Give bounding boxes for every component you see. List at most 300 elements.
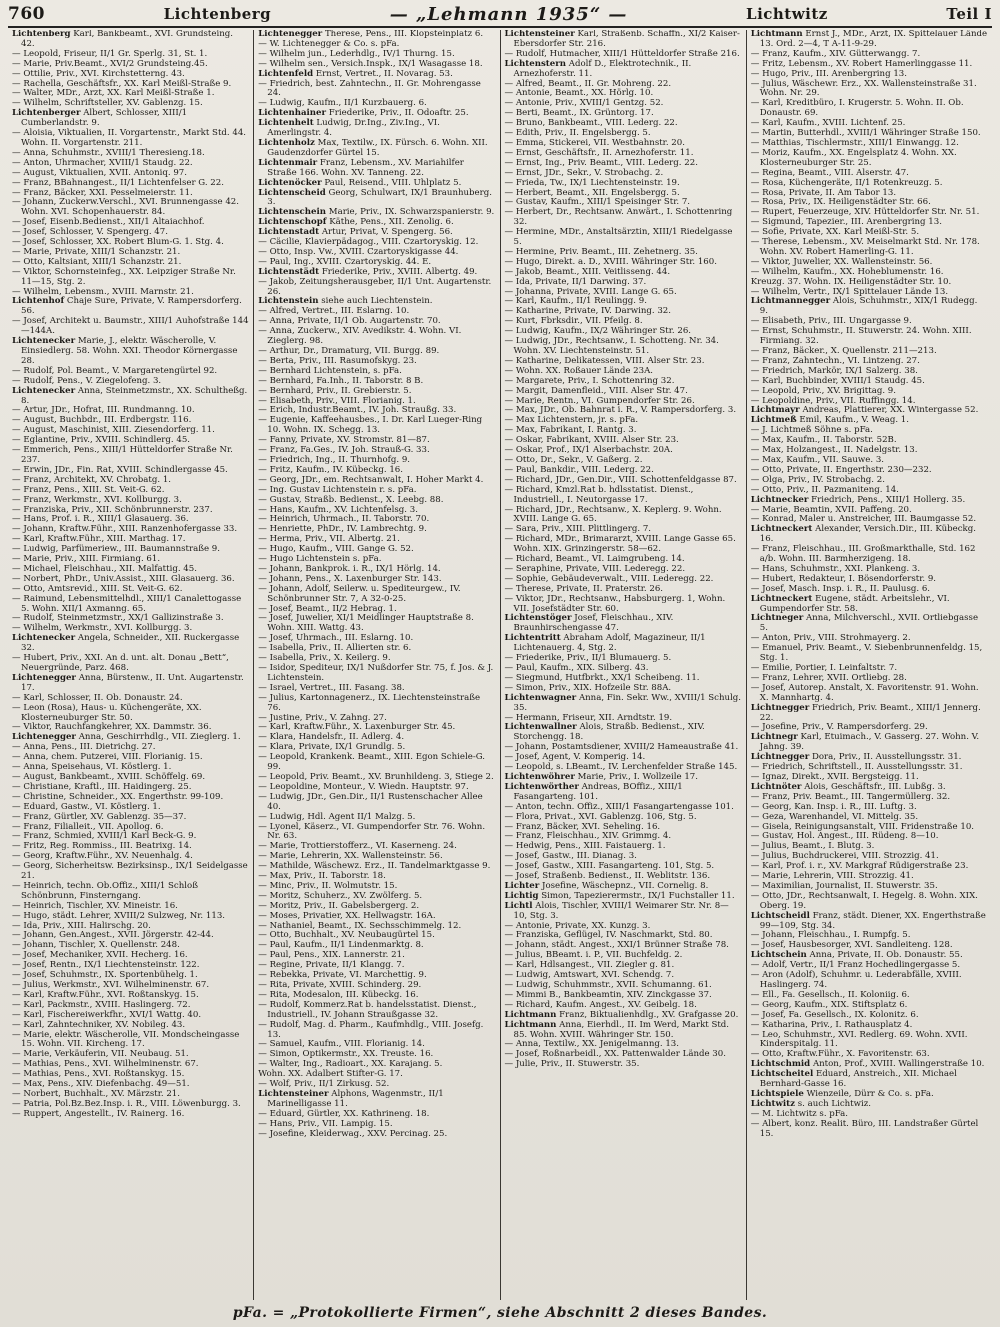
entry-text: Franz, städt. Diener, XX. Engerthstraße 99—109, Stg. 34. bbox=[759, 910, 986, 931]
entry-text: — Otto, Priv., II. Pazmaniteng. 14. bbox=[750, 484, 899, 495]
directory-entry bbox=[751, 595, 988, 615]
entry-text: — Wolf, Priv., II/1 Zirkusg. 52. bbox=[258, 1079, 390, 1090]
entry-text: — Adolf, Vertr., II/1 Franz Hochedlingergasse 5. bbox=[750, 960, 961, 971]
entry-text: — Emmerich, Pens., XIII/1 Hütteldorfer Straße Nr. 237. bbox=[12, 445, 233, 465]
entry-text: — Otto, JDr., Rechtsanwalt, I. Hegelg. 8. Wohn. XIX. Oberg. 19. bbox=[750, 890, 978, 911]
entry-text: — Samuel, Kaufm., VIII. Florianig. 14. bbox=[258, 1039, 425, 1050]
entry-text: — Max, Kaufm., II. Taborstr. 52B. bbox=[750, 435, 897, 446]
directory-entry bbox=[751, 327, 988, 347]
entry-text: — Wilhelm, Lebensm., XVIII. Marnstr. 21. bbox=[12, 286, 194, 297]
entry-text: — Simon, Optikermstr., XX. Treuste. 16. bbox=[258, 1049, 434, 1060]
entry-surname: Lichtenhelt bbox=[258, 118, 314, 129]
entry-text: — Leopoldine, Priv., VII. Ruffingg. 14. bbox=[750, 395, 916, 406]
directory-entry bbox=[12, 704, 249, 724]
column-3 bbox=[501, 30, 747, 1300]
directory-entry bbox=[751, 614, 988, 634]
entry-text: — J. Lichtmeß Söhne s. pFa. bbox=[750, 425, 873, 436]
entry-surname: Lichtnegr bbox=[750, 732, 798, 743]
entry-text: Friederike, Priv., II. Odoaftr. 25. bbox=[328, 108, 469, 119]
entry-text: — Marie, Private, XIII/1 Schanzstr. 21. bbox=[12, 246, 181, 257]
entry-text: — Otto, Dr., Sekr., V. Gaßerg. 2. bbox=[504, 454, 643, 465]
entry-text: — Berta, Priv., III. Rasumofskyg. 23. bbox=[258, 355, 417, 366]
entry-surname: Lichtnegger bbox=[750, 752, 810, 763]
entry-text: — Josefine, Priv., V. Rampersdorferg. 29. bbox=[750, 722, 928, 733]
entry-text: — Ernst, JDr., Sekr., V. Strobachg. 2. bbox=[504, 167, 664, 178]
entry-text: — Franz, Pens., XIII. St. Veit-G. 62. bbox=[12, 484, 165, 495]
entry-text: — Rudolf, Hutmacher, XIII/1 Hütteldorfer Straße 216. bbox=[504, 48, 740, 59]
entry-text: — Ludwig, Kaufm., II/1 Kurzbauerg. 6. bbox=[258, 98, 427, 109]
entry-text: — Ludwig, Amtswart, XVI. Schendg. 7. bbox=[504, 970, 675, 981]
directory-entry bbox=[12, 268, 249, 288]
entry-text: — Hubert, Redakteur, I. Bösendorferstr. 9. bbox=[750, 573, 937, 584]
entry-surname: Lichtenöcker bbox=[258, 177, 322, 188]
entry-text: — Justine, Priv., V. Zahng. 27. bbox=[258, 712, 387, 723]
entry-text: Karl, Etuimach., V. Gasserg. 27. Wohn. V. Jahng. 39. bbox=[759, 732, 980, 753]
directory-entry bbox=[12, 674, 249, 694]
entry-text: Georg, Schulwart, IX/1 Braunhuberg. 3. bbox=[267, 187, 492, 208]
entry-text: — Georg, Kaufm., XIX. Stiftsplatz 6. bbox=[750, 999, 908, 1010]
entry-text: — Flora, Privat., XVI. Gablenzg. 106, Stg. 5. bbox=[504, 811, 697, 822]
entry-text: — Anna, Pens., III. Dietrichg. 27. bbox=[12, 742, 156, 753]
entry-surname: Lichtenfeld bbox=[258, 68, 314, 79]
entry-surname: Lichtenwöhrer bbox=[504, 771, 575, 782]
entry-text: — Friedrich, best. Zahntechn., II. Gr. Mohrengasse 24. bbox=[258, 78, 481, 99]
directory-entry bbox=[258, 823, 495, 843]
entry-text: — Karl, Kreditbüro, I. Krugerstr. 5. Wohn. II. Ob. Donaustr. 69. bbox=[750, 98, 964, 119]
entry-text: — Hedwig, Pens., XIII. Faistauerg. 1. bbox=[504, 841, 666, 852]
directory-entry bbox=[505, 535, 742, 555]
entry-text: — Franz, Bäcker, XXI. Pesselmeierstr. 11. bbox=[12, 187, 193, 198]
directory-entry bbox=[751, 1031, 988, 1051]
entry-surname: Lichtensteiner bbox=[258, 1088, 329, 1099]
entry-text: — Ottilie, Priv., XVI. Kirchstetterng. 43. bbox=[12, 68, 185, 79]
entry-text: — Hermine, MDr., Anstaltsärztin, XIII/1 Riedelgasse 5. bbox=[504, 227, 733, 248]
directory-entry bbox=[258, 753, 495, 773]
entry-text: Franz, Lebensm., XV. Mariahilfer Straße 166. Wohn. XV. Tanneng. 22. bbox=[267, 157, 464, 178]
entry-text: — Jakob, Beamt., XIII. Veitlisseng. 44. bbox=[504, 266, 671, 277]
entry-text: — Marie, Lehrerin, VIII. Strozzig. 41. bbox=[750, 871, 914, 882]
entry-text: — Wilhelm, Schriftsteller, XV. Gablenzg. 15. bbox=[12, 98, 203, 109]
entry-text: — Marie, Beamtin, XVII. Paffeng. 20. bbox=[750, 504, 912, 515]
entry-text: — Josefine, Kleiderwag., XXV. Percinag. 25. bbox=[258, 1128, 448, 1139]
entry-text: — Sigmund, Tapezier., III. Arenbergring 13. bbox=[750, 217, 942, 228]
entry-text: — Oskar, Prof., IX/1 Alserbachstr. 20A. bbox=[504, 445, 673, 456]
entry-text: Wohn. XX. Adalbert Stifter-G. 17. bbox=[258, 1069, 403, 1080]
entry-text: — Klara, Private, IX/1 Grundlg. 5. bbox=[258, 742, 406, 753]
entry-text: — Friedrich, Ing., II. Thurnhofg. 9. bbox=[258, 454, 411, 465]
entry-text: s. auch Lichtwiz. bbox=[797, 1098, 871, 1109]
entry-text: — August, Maschinist, XIII. Ziesendorferg. 11. bbox=[12, 425, 215, 436]
entry-text: — Richard, Beamt., VI. Laimgrubeng. 14. bbox=[504, 554, 685, 565]
entry-surname: Lichtenhof bbox=[12, 296, 65, 307]
entry-text: — Karl, Buchbinder, XVIII/1 Staudg. 45. bbox=[750, 375, 925, 386]
entry-text: — Hermine, Priv. Beamt., III. Zehetnerg. 35. bbox=[504, 246, 698, 257]
entry-text: — Karl, Zahntechniker, XV. Nobileg. 43. bbox=[12, 1019, 186, 1030]
entry-text: — Anna, Speisehaus, VI. Köstlerg. 1. bbox=[12, 762, 172, 773]
entry-text: — Fanny, Private, XV. Stromstr. 81—87. bbox=[258, 435, 430, 446]
entry-text: — Josef, Hausbesorger, XVI. Sandleiteng. 128. bbox=[750, 940, 953, 951]
directory-entry bbox=[12, 446, 249, 466]
entry-text: — Ludwig, JDr., Rechtsanw., I. Schotteng. Nr. 34. Wohn. XV. Liechtensteinstr. 51. bbox=[504, 336, 719, 356]
entry-text: — Paul, Bankdir., VIII. Lederg. 22. bbox=[504, 464, 654, 475]
entry-text: — Ludwig, Schuhmmstr., XVII. Schumanng. 61. bbox=[504, 980, 712, 990]
entry-text: — Josef, Schlosser, V. Spengerg. 47. bbox=[12, 227, 168, 238]
entry-text: — Edith, Priv., II. Engelsbergg. 5. bbox=[504, 128, 651, 139]
entry-text: — Josef, Schuhmstr., IX. Sportenbühelg. 1. bbox=[12, 970, 198, 981]
entry-text: — Seraphine, Private, VIII. Lederegg. 22. bbox=[504, 563, 686, 574]
directory-entry bbox=[751, 30, 988, 50]
directory-entry bbox=[258, 278, 495, 298]
directory-entry bbox=[12, 862, 249, 882]
entry-text: Anna, Bürstenw., II. Unt. Augartenstr. 17. bbox=[21, 672, 244, 693]
entry-text: Anna, Eierhdl., II. Im Werd, Markt Std. 85. Wohn. XVIII. Währinger Str. 150. bbox=[513, 1019, 730, 1040]
entry-text: — Max, JDr., Ob. Bahnrat i. R., V. Rampersdorferg. 3. bbox=[504, 405, 737, 416]
entry-text: Artur, Privat, V. Spengerg. 56. bbox=[321, 227, 453, 238]
entry-text: — Otto, Kraftw.Führ., X. Favoritenstr. 63. bbox=[750, 1049, 930, 1060]
entry-text: Anna, Geschirrhdlg., VII. Zieglerg. 1. bbox=[78, 732, 241, 743]
entry-text: — Ludwig, Kaufm., IX/2 Währinger Str. 26. bbox=[504, 326, 692, 337]
header-part: Teil I bbox=[946, 5, 992, 23]
entry-text: — Johanna, Private, XVIII. Lange G. 65. bbox=[504, 286, 677, 297]
entry-text: — Paul, Kaufm., II/1 Lindenmarktg. 8. bbox=[258, 940, 424, 951]
entry-text: Ernst J., MDr., Arzt, IX. Spittelauer Lände 13. Ord. 2—4, T A-11-9-29. bbox=[759, 30, 988, 49]
entry-text: — Johann, Tischler, X. Quellenstr. 248. bbox=[12, 940, 180, 951]
column-1 bbox=[8, 30, 254, 1300]
directory-entry bbox=[751, 1070, 988, 1090]
entry-text: — Berti, Beamt., IX. Grüntorg. 17. bbox=[504, 108, 654, 119]
entry-surname: Lichtenwagner bbox=[504, 692, 577, 703]
entry-text: — Hermann, Friseur, XII. Arndtstr. 19. bbox=[504, 712, 673, 723]
directory-entry bbox=[505, 486, 742, 506]
entry-text: — Sofie, Private, XX. Karl Meißl-Str. 5. bbox=[750, 227, 920, 238]
entry-text: Angela, Schneider., XII. Ruckergasse 32. bbox=[21, 633, 240, 654]
entry-text: — Franz, Werkmstr., XVI. Kollburgg. 3. bbox=[12, 494, 182, 505]
entry-text: — Josef, Roßnarbeidl., XX. Pattenwalder Lände 30. bbox=[504, 1049, 726, 1060]
entry-text: — Georg, Kraftw.Führ., XV. Neuenhalg. 4. bbox=[12, 851, 193, 862]
directory-entry bbox=[258, 585, 495, 605]
entry-text: — Josef, Schlosser, XX. Robert Blum-G. 1. Stg. 4. bbox=[12, 237, 224, 248]
entry-text: — Leopold, s. LBeamt., IV. Lerchenfelder Straße 145. bbox=[504, 762, 738, 773]
entry-surname: Lichtenschopf bbox=[258, 217, 327, 228]
entry-text: — Wilhelm jun., Lederhdlg., IV/1 Thurng. 15. bbox=[258, 48, 455, 59]
directory-entry bbox=[505, 1021, 742, 1041]
entry-text: — Hugo, städt. Lehrer, XVIII/2 Sulzweg, Nr. 113. bbox=[12, 910, 226, 921]
entry-text: — Franziska, Priv., XII. Schönbrunnerstr. 237. bbox=[12, 504, 213, 515]
entry-text: Abraham Adolf, Magazineur, II/1 Lichtenauerg. 4, Stg. 2. bbox=[513, 633, 706, 654]
entry-text: — Geza, Warenhandel, VI. Mittelg. 35. bbox=[750, 811, 919, 822]
entry-surname: Lichtscheidl bbox=[750, 910, 810, 921]
entry-text: — Paul, Kaufm., XIX. Silberg. 43. bbox=[504, 663, 649, 673]
directory-entry bbox=[12, 129, 249, 149]
entry-text: — Gisela, Reinigungsanstalt, VIII. Fridenstraße 10. bbox=[750, 821, 975, 832]
entry-surname: Lichtenegger bbox=[12, 672, 76, 683]
entry-text: — Anton, Uhrmacher, XVIII/1 Staudg. 22. bbox=[12, 157, 193, 168]
directory-entry bbox=[258, 1090, 495, 1110]
entry-text: — Johann, Fleischhau., I. Rumpfg. 5. bbox=[750, 930, 911, 941]
entry-text: — Max, Fabrikant, I. Rantg. 3. bbox=[504, 425, 637, 436]
entry-text: — Max, Pens., XIV. Diefenbachg. 49—51. bbox=[12, 1079, 190, 1090]
entry-text: — Viktor, Juwelier, XX. Wallensteinstr. 56. bbox=[750, 256, 933, 267]
entry-text: — Moritz, Priv., II. Gabelsbergerg. 2. bbox=[258, 900, 420, 911]
entry-text: — Josef, Beamt., II/2 Hebrag. 1. bbox=[258, 603, 397, 614]
entry-text: — Wilhelm sen., Versich.Inspk., IX/1 Wasagasse 18. bbox=[258, 58, 483, 69]
entry-text: — Kurt, Fbrksdir., VII. Pfeilg. 8. bbox=[504, 316, 643, 327]
entry-text: — Richard, JDr., Gen.Dir., VIII. Schottenfeldgasse 87. bbox=[504, 474, 737, 485]
directory-entry bbox=[258, 793, 495, 813]
entry-text: Friedrich, Priv. Beamt., XIII/1 Jennerg. 22. bbox=[759, 702, 981, 723]
entry-text: — Ell., Fa. Gesellsch., II. Koloniig. 6. bbox=[750, 989, 910, 1000]
entry-text: Josef, Fleischhau., XIV. Braunhirschengasse 47. bbox=[513, 613, 674, 634]
directory-entry bbox=[258, 189, 495, 209]
entry-text: — Isabella, Priv., II. Allierten str. 6. bbox=[258, 643, 412, 654]
entry-text: — Friedrich, Schriftstell., II. Ausstellungsstr. 31. bbox=[750, 762, 963, 773]
entry-text: — Franz, Bäcker, XVI. Seheling. 16. bbox=[504, 821, 661, 832]
entry-text: — Otto, Insp. Vw., XVIII. Czartoryskigasse 44. bbox=[258, 246, 459, 257]
entry-text: — Rupert, Feuerzeuge, XIV. Hütteldorfer Str. Nr. 51. bbox=[750, 207, 980, 218]
directory-entry bbox=[505, 723, 742, 743]
entry-text: Marie, Priv., IX. Schwarzspanierstr. 9. bbox=[328, 207, 495, 218]
entry-surname: Lichtenschein bbox=[258, 207, 327, 218]
entry-text: Josefine, Wäschepnz., VII. Cornelig. 8. bbox=[542, 880, 709, 891]
entry-text: — Herma, Priv., VII. Albertg. 21. bbox=[258, 534, 400, 545]
entry-text: — Karl, Kaufm., XVIII. Lichtenf. 25. bbox=[750, 118, 906, 129]
entry-text: — Hugo, Priv., III. Arenbergring 13. bbox=[750, 68, 907, 79]
directory-entry bbox=[12, 317, 249, 337]
entry-text: — Aron (Adolf), Schuhmr. u. Lederabfälle, XVIII. Haslingerg. 74. bbox=[750, 970, 962, 990]
entry-surname: Lichtenstädt bbox=[258, 266, 320, 277]
entry-text: — Maximilian, Journalist, II. Stuwerstr. 35. bbox=[750, 880, 938, 891]
entry-text: — Josef, Masch. Insp. i. R., II. Paulusg. 6. bbox=[750, 583, 931, 594]
entry-text: — Martin, Butterhdl., XVIII/1 Währinger Straße 150. bbox=[750, 128, 981, 139]
entry-text: — Regina, Beamt., VIII. Alserstr. 47. bbox=[750, 167, 909, 178]
entry-text: — Bruno, Bankbeamt., VIII. Lederg. 22. bbox=[504, 118, 678, 129]
entry-text: — Wilhelm, Vertr., IX/1 Spittelauer Lände 13. bbox=[750, 286, 949, 297]
entry-text: — Leopold, Friseur, II/1 Gr. Sperlg. 31, St. 1. bbox=[12, 48, 208, 59]
directory-entry bbox=[505, 694, 742, 714]
entry-text: — Josef, Gastw., III. Dianag. 3. bbox=[504, 851, 637, 862]
entry-text: — Ida, Priv., XIII. Halirschg. 20. bbox=[12, 920, 151, 931]
entry-text: — Moses, Privatier, XX. Hellwagstr. 16A. bbox=[258, 910, 436, 921]
entry-text: Friederike, Priv., XVIII. Albertg. 49. bbox=[321, 266, 478, 277]
directory-entry bbox=[505, 506, 742, 526]
entry-text: — Rosa, Priv., IX. Heiligenstädter Str. 66. bbox=[750, 197, 931, 208]
entry-text: — Karl, Prof. i. r., XV. Markgraf Rüdigerstraße 23. bbox=[750, 861, 969, 872]
entry-text: — Mathias, Pens., XVI. Wilhelminenstr. 67. bbox=[12, 1059, 199, 1070]
directory-entry bbox=[751, 1120, 988, 1140]
entry-text: — Bernhard, Fa.Inh., II. Taborstr. 8 B. bbox=[258, 375, 424, 386]
entry-text: — Herbert, Beamt., XII. Engelsbergg. 5. bbox=[504, 187, 680, 198]
entry-text: — Karl, Schlosser, II. Ob. Donaustr. 24. bbox=[12, 692, 183, 703]
entry-text: Franz, Biktualienhdlg., XV. Grafgasse 20. bbox=[559, 1009, 739, 1020]
directory-entry bbox=[505, 614, 742, 634]
directory-entry bbox=[751, 80, 988, 100]
entry-text: — Hugo Lichtenstein s. pFa. bbox=[258, 554, 382, 565]
entry-surname: Lichtmannegger bbox=[750, 296, 831, 307]
directory-entry bbox=[258, 139, 495, 159]
entry-text: — Otto, Kaltsiant, XIII/1 Schanzstr. 21. bbox=[12, 256, 182, 267]
entry-text: Friedrich, Pens., XIII/1 Hollerg. 35. bbox=[811, 494, 966, 505]
entry-text: — August, Buchbdr., III. Erdbergstr. 116. bbox=[12, 415, 192, 426]
entry-surname: Lichtensteiner bbox=[504, 30, 575, 39]
entry-text: — Ernst, Geschäftsfr., II. Arnezhoferstr. 11. bbox=[504, 147, 694, 158]
entry-text: — Konrad, Maler u. Anstreicher, III. Baumgasse 52. bbox=[750, 514, 977, 525]
entry-text: — Therese, Private, II. Praterstr. 26. bbox=[504, 583, 664, 594]
directory-entry bbox=[751, 733, 988, 753]
entry-text: Adolf D., Elektrotechnik., II. Arnezhoferstr. 11. bbox=[513, 58, 692, 79]
entry-text: — Max, Holzangest., II. Nadelgstr. 13. bbox=[750, 445, 918, 456]
entry-text: — Marie, Rentn., VI. Gumpendorfer Str. 26. bbox=[504, 395, 695, 406]
entry-text: — Mimmi B., Bankbeamtin, XIV. Zinckgasse 37. bbox=[504, 989, 712, 1000]
entry-text: — Otto, Amtsrevid., XIII. St. Veit-G. 62. bbox=[12, 583, 183, 594]
entry-text: Emil, Kaufm., V. Weag. 1. bbox=[799, 415, 910, 426]
entry-text: — Katharine, Private, IV. Darwing. 32. bbox=[504, 306, 671, 317]
entry-text: — Josef, Gastw., XIII. Fasangarteng. 101, Stg. 5. bbox=[504, 861, 715, 872]
entry-surname: Lichtenberg bbox=[12, 30, 71, 39]
entry-text: — Marie, Lehrerin, XX. Wallensteinstr. 56. bbox=[258, 851, 443, 862]
entry-text: — Jakob, Zeitungsherausgeber, II/1 Unt. Augartenstr. 26. bbox=[258, 276, 492, 297]
entry-surname: Lichtenegger bbox=[258, 30, 323, 39]
entry-text: Ludwig, Dr.Ing., Ziv.Ing., VI. Amerlingstr. 4. bbox=[267, 118, 440, 139]
entry-text: — Norbert, Buchhalt., XV. Märzstr. 21. bbox=[12, 1088, 180, 1099]
entry-surname: Lichtenberger bbox=[12, 108, 81, 119]
entry-text: Alois, Schuhmstr., XIX/1 Rudegg. 9. bbox=[759, 296, 978, 317]
page-header bbox=[8, 2, 992, 28]
entry-text: — Eglantine, Priv., XVIII. Schindlerg. 45. bbox=[12, 435, 191, 446]
directory-entry bbox=[12, 882, 249, 902]
entry-text: — Klara, Handelsfr., II. Adlerg. 4. bbox=[258, 732, 405, 743]
entry-text: — Rudolf, Kommerz.Rat b. handelsstatist. Dienst., Industriell., IV. Johann Straußgasse 32. bbox=[258, 999, 477, 1020]
entry-text: — Katharina, Priv., I. Rathausplatz 4. bbox=[750, 1019, 913, 1030]
directory-entry bbox=[12, 634, 249, 654]
entry-text: — Heinrich, Uhrmach., II. Taborstr. 70. bbox=[258, 514, 430, 525]
entry-text: — Ernst, Schuhmstr., II. Stuwerstr. 24. Wohn. XIII. Firmiang. 32. bbox=[750, 326, 972, 347]
entry-text: — Fritz, Kaufm., IV. Kübeckg. 16. bbox=[258, 464, 404, 475]
entry-text: — Ludwig, Parfümeriew., III. Baumannstraße 9. bbox=[12, 544, 221, 555]
entry-text: — Leopold, Priv. Beamt., XV. Brunhildeng. 3, Stiege 2. bbox=[258, 771, 494, 782]
entry-text: — Franz, Architekt, XV. Chrobatg. 1. bbox=[12, 474, 172, 485]
entry-text: — Margarete, Priv., I. Schottenring 32. bbox=[504, 375, 675, 386]
entry-text: — Franz, Lehrer, XVII. Ortliebg. 28. bbox=[750, 672, 907, 683]
entry-text: Alois, Tischler, XVIII/1 Weimarer Str. Nr. 8—10, Stg. 3. bbox=[513, 900, 729, 921]
column-2 bbox=[254, 30, 500, 1300]
directory-entry bbox=[751, 912, 988, 932]
entry-text: — Marie, Priv.Beamt., XVI/2 Grundsteing.45. bbox=[12, 58, 208, 69]
entry-surname: Lichtig bbox=[504, 890, 539, 901]
directory-entry bbox=[505, 902, 742, 922]
entry-text: — Viktor, Rauchfangkehrer, XX. Dammstr. 36. bbox=[12, 722, 212, 733]
directory-entry bbox=[505, 634, 742, 654]
entry-text: — Josef, Autorep. Anstalt, X. Favoritenstr. 91. Wohn. X. Mannhartg. 4. bbox=[750, 682, 979, 703]
entry-text: — W. Lichtenegger & Co. s. pFa. bbox=[258, 38, 400, 49]
entry-text: Eduard, Anstreich., XII. Michael Bernhard-Gasse 16. bbox=[759, 1069, 957, 1090]
entry-text: — Emilie, Portier, I. Leinfaltstr. 7. bbox=[750, 663, 898, 673]
directory-entry bbox=[505, 228, 742, 248]
entry-text: — Otto, Private, II. Engerthstr. 230—232. bbox=[750, 464, 932, 475]
entry-text: — Leopold, Krankenk. Beamt., XIII. Egon Schiele-G. 99. bbox=[258, 752, 486, 773]
entry-surname: Lichtenholz bbox=[258, 137, 315, 148]
entry-text: — Sophie, Gebäudeverwalt., VIII. Lederegg. 22. bbox=[504, 573, 714, 584]
entry-text: — Minc, Priv., II. Wolmutstr. 15. bbox=[258, 880, 398, 891]
entry-surname: Lichtmann bbox=[504, 1009, 557, 1020]
entry-text: — Eduard, Gastw., VI. Köstlerg. 1. bbox=[12, 801, 161, 812]
entry-text: — Christiane, Kraftl., III. Haidingerg. 25. bbox=[12, 781, 192, 792]
entry-text: — Ruppert, Angestellt., IV. Rainerg. 16. bbox=[12, 1108, 185, 1119]
directory-entry bbox=[12, 1031, 249, 1051]
entry-text: — Anna, Schuhmstr., XVIII/1 Theresieng.18. bbox=[12, 147, 205, 158]
entry-text: — Israel, Vertret., III. Fasang. 38. bbox=[258, 682, 405, 693]
entry-text: — Norbert, PhDr., Univ.Assist., XIII. Glasauerg. 36. bbox=[12, 573, 235, 584]
entry-text: — Mathilde, Wäschewz. Erz., II. Tandelmarktgasse 9. bbox=[258, 861, 491, 872]
entry-text: — Julie, Priv., II. Stuwerstr. 35. bbox=[504, 1059, 640, 1070]
entry-text: — Heinrich, Tischler, XV. Mineistr. 16. bbox=[12, 900, 178, 911]
entry-surname: Lichtneger bbox=[750, 613, 804, 624]
directory-entry bbox=[12, 109, 249, 129]
entry-text: — Alfred, Vertret., III. Eslarng. 10. bbox=[258, 306, 410, 317]
directory-entry bbox=[258, 1130, 495, 1140]
entry-text: — Gustav, Straßb. Bedienst., X. Leebg. 88. bbox=[258, 494, 444, 505]
entry-text: — Simon, Priv., XIX. Hofzeile Str. 88A. bbox=[504, 682, 672, 693]
entry-text: — Hans, Kaufm., XV. Lichtenfelsg. 3. bbox=[258, 504, 418, 515]
entry-text: — M. Lichtwitz s. pFa. bbox=[750, 1108, 849, 1119]
entry-surname: Lichtscheitel bbox=[750, 1069, 814, 1080]
directory-entry bbox=[751, 545, 988, 565]
entry-text: siehe auch Liechtenstein. bbox=[321, 296, 433, 307]
directory-entry bbox=[258, 614, 495, 634]
entry-surname: Lichtnecker bbox=[750, 494, 809, 505]
directory-entry bbox=[751, 297, 988, 317]
entry-text: — Marie, Priv., XIII. Firmiang. 61. bbox=[12, 554, 161, 565]
entry-text: Albert, Schlosser, XIII/1 Cumberlandstr. 9. bbox=[21, 108, 188, 129]
directory-entry bbox=[751, 238, 988, 258]
entry-text: — Franz, Kaufm., XIV. Gütterwangg. 7. bbox=[750, 48, 921, 59]
directory-entry bbox=[258, 327, 495, 347]
entry-text: — Isidor, Spediteur, IX/1 Nußdorfer Str. 75, f. Jos. & J. Lichtenstein. bbox=[258, 663, 494, 683]
entry-text: — Josef, Architekt u. Baumstr., XIII/1 Auhofstraße 144—144A. bbox=[12, 316, 249, 337]
entry-text: — Franziska, Geflügel, IV. Naschmarkt, Std. 80. bbox=[504, 930, 713, 941]
entry-text: — Walter, MDr., Arzt, XX. Karl Meißl-Straße 1. bbox=[12, 88, 215, 99]
entry-text: — Gustav, Hol. Angest., III. Rüdeng. 8—10. bbox=[750, 831, 939, 842]
entry-text: — Moritz, Schuherz., XV. Zwölferg. 5. bbox=[258, 890, 423, 901]
entry-text: Anton, Prof., XVIII. Wallingerstraße 10. bbox=[812, 1059, 985, 1070]
entry-surname: Lichtenwörther bbox=[504, 781, 579, 792]
entry-text: — Julius, Werkmstr., XVI. Wilhelminenstr. 67. bbox=[12, 980, 210, 990]
directory-entry bbox=[751, 684, 988, 704]
entry-text: — Josef, Juwelier, XI/1 Meidlinger Hauptstraße 8. Wohn. XIII. Wattg. 43. bbox=[258, 613, 474, 634]
entry-text: — Alfred, Beamt., II. Gr. Mohreng. 22. bbox=[504, 78, 672, 89]
entry-text: — Anna, chem. Putzerei, VIII. Florianig. 15. bbox=[12, 752, 203, 763]
entry-text: — Hubert, Priv., XXI. An d. unt. alt. Donau „Bett“, Neuergründe, Parz. 468. bbox=[12, 653, 229, 673]
directory-entry bbox=[12, 297, 249, 317]
entry-surname: Lichtneckert bbox=[750, 524, 813, 535]
entry-text: — Johann, Kraftw.Führ., XIII. Ranzenhofergasse 33. bbox=[12, 524, 238, 535]
entry-text: — Ignaz, Direkt., XVII. Bergsteigg. 11. bbox=[750, 771, 919, 782]
entry-text: — Franz, Gürtler, XV. Gablenzg. 35—37. bbox=[12, 811, 187, 822]
entry-surname: Lichtenhainer bbox=[258, 108, 327, 119]
entry-text: — Walter, Ing., Radioart., XX. Karajang. 5. bbox=[258, 1059, 443, 1070]
entry-text: — Josef, Eisenb.Bedienst., XII/1 Altaiachhof. bbox=[12, 217, 205, 228]
entry-text: — Franz, Bäcker., X. Quellenstr. 211—213. bbox=[750, 346, 937, 356]
entry-text: Simon, Tapezierermstr., IX/1 Fuchstaller 11. bbox=[541, 890, 735, 901]
directory-entry bbox=[12, 387, 249, 407]
entry-surname: Lichtenecker bbox=[12, 385, 76, 396]
entry-text: — Paul, Pens., XIX. Lannerstr. 21. bbox=[258, 950, 405, 961]
entry-text: — Richard, Kaufm. Angest., XV. Geibelg. 18. bbox=[504, 999, 697, 1010]
entry-text: — Franz, BBahnangest., II/1 Lichtenfelser G. 22. bbox=[12, 177, 224, 188]
entry-text: — Leopoldine, Monteur., V. Wiedn. Hauptstr. 97. bbox=[258, 781, 469, 792]
entry-text: — Matthias, Tischlermstr., XIII/1 Einwangg. 12. bbox=[750, 137, 959, 148]
entry-text: — Antonie, Beamt., XX. Hörlg. 10. bbox=[504, 88, 654, 99]
entry-text: — Friedrich, Markör, IX/1 Salzerg. 38. bbox=[750, 365, 918, 376]
